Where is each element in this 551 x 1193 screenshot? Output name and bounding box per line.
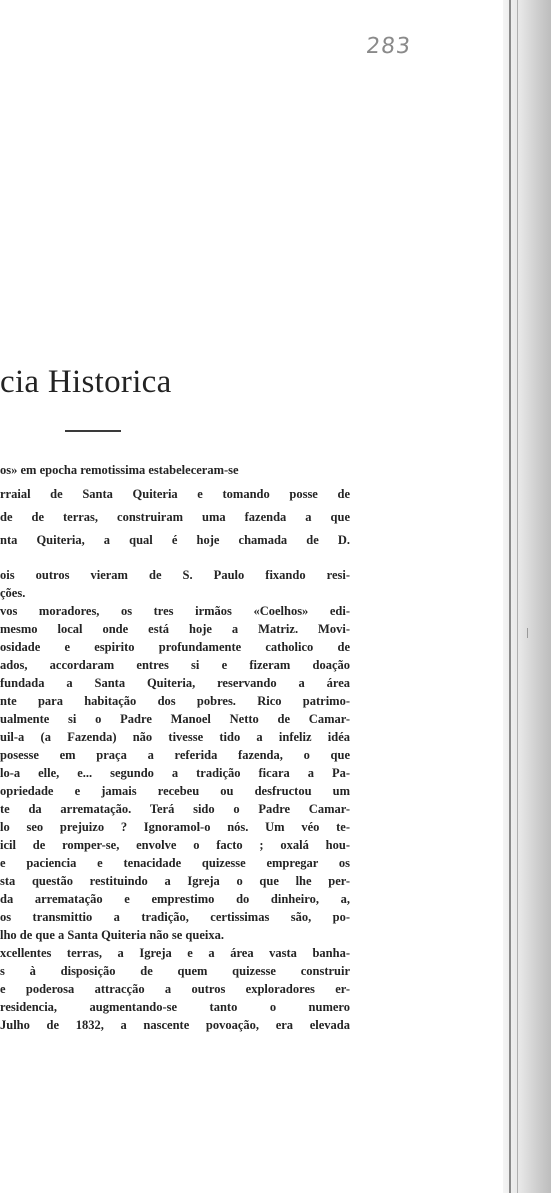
text-line: ções. bbox=[0, 586, 26, 600]
text-line: residencia, augmentando-se tanto o numero bbox=[0, 1000, 350, 1014]
page-number: 283 bbox=[364, 34, 413, 59]
text-line: os» em epocha remotissima estabeleceram-se bbox=[0, 463, 239, 477]
page-edge-line bbox=[517, 0, 518, 1193]
text-line: icil de romper-se, envolve o facto ; oxalá hou- bbox=[0, 838, 350, 852]
text-line: sta questão restituindo a Igreja o que lhe per- bbox=[0, 874, 350, 888]
text-line: posesse em praça a referida fazenda, o que bbox=[0, 748, 350, 762]
text-line: os transmittio a tradição, certissimas são, po- bbox=[0, 910, 350, 924]
text-line: e paciencia e tenacidade quizesse empregar os bbox=[0, 856, 350, 870]
text-line: lo-a elle, e... segundo a tradição ficara a Pa- bbox=[0, 766, 350, 780]
text-line: e poderosa attracção a outros exploradores er- bbox=[0, 982, 350, 996]
page-edge bbox=[503, 0, 551, 1193]
text-line: s à disposição de quem quizesse construir bbox=[0, 964, 350, 978]
text-line: nte para habitação dos pobres. Rico patrimo- bbox=[0, 694, 350, 708]
text-line: osidade e espirito profundamente catholico de bbox=[0, 640, 350, 654]
text-line: Julho de 1832, a nascente povoação, era elevada bbox=[0, 1018, 350, 1032]
title-divider bbox=[65, 430, 121, 432]
page-edge-line bbox=[509, 0, 511, 1193]
text-line: lho de que a Santa Quiteria não se queixa. bbox=[0, 928, 224, 942]
text-line: opriedade e jamais recebeu ou desfructou um bbox=[0, 784, 350, 798]
text-line: xcellentes terras, a Igreja e a área vasta banha- bbox=[0, 946, 350, 960]
text-line: rraial de Santa Quiteria e tomando posse de bbox=[0, 487, 350, 501]
text-line: te da arrematação. Terá sido o Padre Camar- bbox=[0, 802, 350, 816]
text-line: ualmente si o Padre Manoel Netto de Camar- bbox=[0, 712, 350, 726]
text-line: lo seo prejuizo ? Ignoramol-o nós. Um véo te- bbox=[0, 820, 350, 834]
text-line: mesmo local onde está hoje a Matriz. Movi- bbox=[0, 622, 350, 636]
text-line: ados, accordaram entres si e fizeram doação bbox=[0, 658, 350, 672]
page-edge-mark bbox=[527, 628, 528, 638]
section-title: cia Historica bbox=[0, 364, 172, 400]
text-line: da arrematação e emprestimo do dinheiro, a, bbox=[0, 892, 350, 906]
text-line: ois outros vieram de S. Paulo fixando resi- bbox=[0, 568, 350, 582]
text-line: vos moradores, os tres irmãos «Coelhos» edi- bbox=[0, 604, 350, 618]
text-line: nta Quiteria, a qual é hoje chamada de D. bbox=[0, 533, 350, 547]
text-line: fundada a Santa Quiteria, reservando a área bbox=[0, 676, 350, 690]
text-line: uil-a (a Fazenda) não tivesse tido a infeliz idéa bbox=[0, 730, 350, 744]
text-line: de de terras, construiram uma fazenda a que bbox=[0, 510, 350, 524]
